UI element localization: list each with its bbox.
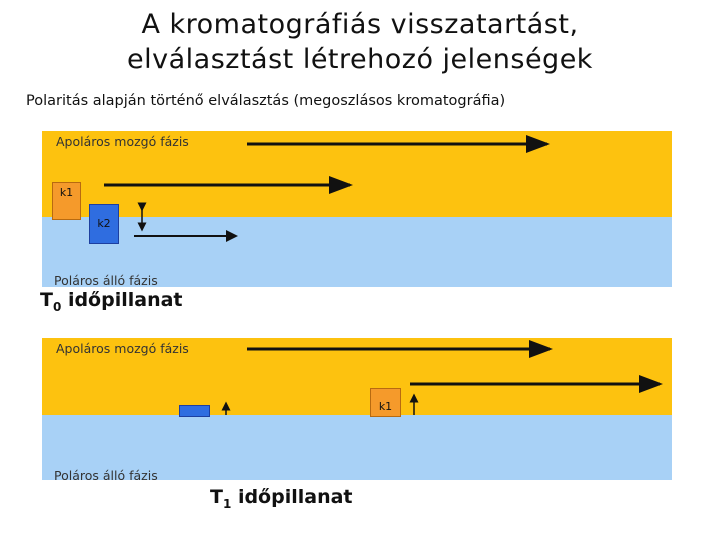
mobile-phase-label: Apoláros mozgó fázis xyxy=(56,341,189,356)
title-line-1: A kromatográfiás visszatartást, xyxy=(141,9,579,40)
stationary-phase-label: Poláros álló fázis xyxy=(54,273,158,288)
mobile-phase-label: Apoláros mozgó fázis xyxy=(56,134,189,149)
time-label-t1: $T_1$ időpillanat xyxy=(210,486,353,511)
panel-t1 xyxy=(42,338,672,483)
panel-t0 xyxy=(42,131,672,287)
k1-label: k1 xyxy=(378,400,393,413)
flow-arrows xyxy=(42,338,672,480)
k2-label: k2 xyxy=(97,217,111,230)
stationary-phase-label: Poláros álló fázis xyxy=(54,468,158,483)
k1-label: k1 xyxy=(59,186,74,199)
subtitle: Polaritás alapján történő elválasztás (megoszlásos kromatográfia) xyxy=(26,93,506,109)
flow-arrows xyxy=(42,131,672,287)
title-line-2: elválasztást létrehozó jelenségek xyxy=(127,44,593,75)
time-label-t0: $T_0$ időpillanat xyxy=(40,289,183,314)
